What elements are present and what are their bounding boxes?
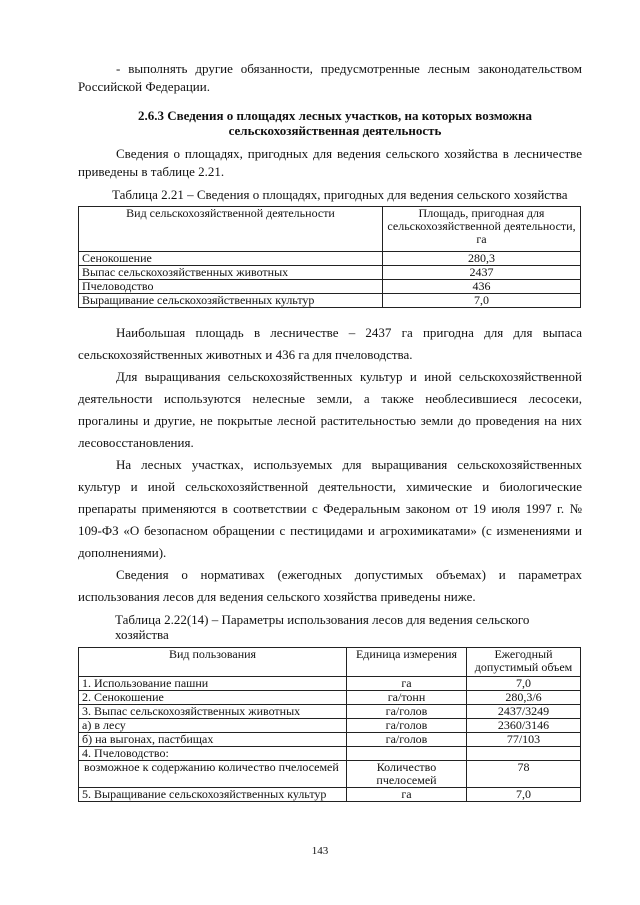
table-cell: 7,0 xyxy=(383,294,581,308)
table-row xyxy=(79,207,581,252)
table-row xyxy=(79,280,581,294)
table-cell: га xyxy=(347,677,467,691)
paragraph-3: Для выращивания сельскохозяйственных культур и иной сельскохозяйственной деятельности используются нелесные земли, а также необлесившиеся лесосеки, прогалины и другие, не покрытые лесной растительностью земли до проведения на них лесовосстановления. xyxy=(78,369,582,450)
table-cell: га xyxy=(347,788,467,802)
paragraph-5: Сведения о нормативах (ежегодных допустимых объемах) и параметрах использования лесов для ведения сельского хозяйства приведены ниже. xyxy=(78,567,582,604)
table-cell: Выращивание сельскохозяйственных культур xyxy=(79,294,383,308)
table-row xyxy=(79,705,581,719)
table-221-caption: Таблица 2.21 – Сведения о площадях, пригодных для ведения сельского хозяйства xyxy=(112,187,568,202)
table-header-cell: Ежегодный допустимый объем xyxy=(467,648,581,677)
table-row xyxy=(79,677,581,691)
table-row xyxy=(79,294,581,308)
table-cell: га/голов xyxy=(347,705,467,719)
table-header-cell: Единица измерения xyxy=(347,648,467,677)
table-cell: 3. Выпас сельскохозяйственных животных xyxy=(79,705,347,719)
table-row xyxy=(79,266,581,280)
table-header-cell: Площадь, пригодная для сельскохозяйственной деятельности, га xyxy=(383,207,581,252)
intro-paragraph: - выполнять другие обязанности, предусмотренные лесным законодательством Российской Федерации. xyxy=(78,61,582,94)
table-cell: га/голов xyxy=(347,719,467,733)
table-cell: а) в лесу xyxy=(79,719,347,733)
table-cell: Пчеловодство xyxy=(79,280,383,294)
table-221 xyxy=(78,206,581,308)
table-row xyxy=(79,788,581,802)
table-cell: 77/103 xyxy=(467,733,581,747)
table-cell: 2360/3146 xyxy=(467,719,581,733)
page-number: 143 xyxy=(311,845,329,857)
paragraph-4: На лесных участках, используемых для выращивания сельскохозяйственных культур и иной сельскохозяйственной деятельности, химические и биологические препараты применяются в соответствии с Федеральным законом от 19 июля 1997 г. № 109-ФЗ «О безопасном обращении с пестицидами и агрохимикатами» (с изменениями и дополнениями). xyxy=(78,457,582,560)
table-cell: 78 xyxy=(467,761,581,788)
paragraph-2: Наибольшая площадь в лесничестве – 2437 га пригодна для для выпаса сельскохозяйственных животных и 436 га для пчеловодства. xyxy=(78,325,582,362)
table-cell: Выпас сельскохозяйственных животных xyxy=(79,266,383,280)
table-header-cell: Вид пользования xyxy=(79,648,347,677)
table-row xyxy=(79,761,581,788)
table-row xyxy=(79,733,581,747)
table-222-caption-text: Таблица 2.22(14) – Параметры использования лесов для ведения сельского хозяйства xyxy=(115,612,530,642)
section-heading: 2.6.3 Сведения о площадях лесных участков, на которых возможна сельскохозяйственная деятельность xyxy=(137,108,533,138)
table-cell: га/голов xyxy=(347,733,467,747)
table-cell: 280,3/6 xyxy=(467,691,581,705)
table-cell: 5. Выращивание сельскохозяйственных культур xyxy=(79,788,347,802)
table-cell: 7,0 xyxy=(467,677,581,691)
table-cell: 436 xyxy=(383,280,581,294)
table-row xyxy=(79,747,581,761)
table-222-caption xyxy=(115,612,535,642)
table-cell: 2437 xyxy=(383,266,581,280)
table-row xyxy=(79,252,581,266)
table-cell xyxy=(347,747,467,761)
table-cell: 2. Сенокошение xyxy=(79,691,347,705)
paragraph-1: Сведения о площадях, пригодных для ведения сельского хозяйства в лесничестве приведены в таблице 2.21. xyxy=(78,146,582,179)
table-row xyxy=(79,691,581,705)
table-222 xyxy=(78,647,581,802)
table-cell: Количество пчелосемей xyxy=(347,761,467,788)
table-cell: 4. Пчеловодство: xyxy=(79,747,347,761)
table-cell: 7,0 xyxy=(467,788,581,802)
table-cell: Сенокошение xyxy=(79,252,383,266)
table-cell: 1. Использование пашни xyxy=(79,677,347,691)
table-row xyxy=(79,719,581,733)
table-cell xyxy=(467,747,581,761)
table-cell: 2437/3249 xyxy=(467,705,581,719)
table-row xyxy=(79,648,581,677)
table-cell: га/тонн xyxy=(347,691,467,705)
table-cell: возможное к содержанию количество пчелосемей xyxy=(79,761,347,788)
table-cell: 280,3 xyxy=(383,252,581,266)
table-header-cell: Вид сельскохозяйственной деятельности xyxy=(79,207,383,252)
table-cell: б) на выгонах, пастбищах xyxy=(79,733,347,747)
